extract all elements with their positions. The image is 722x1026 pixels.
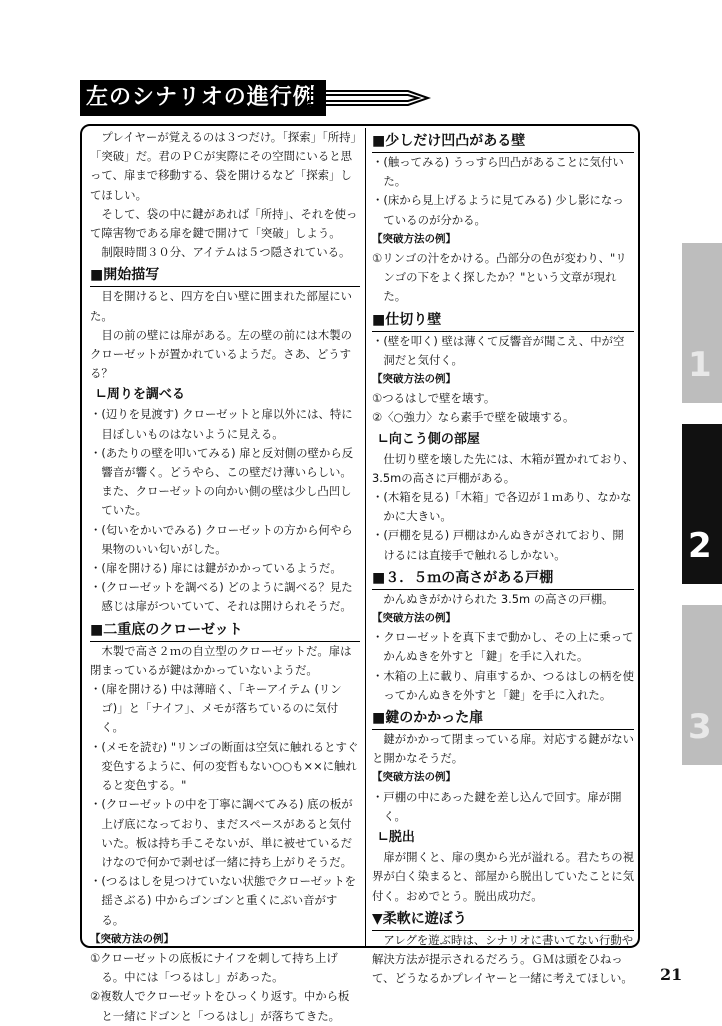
numbered-item: ②複数人でクローゼットをひっくり返す。中から板と一緒にドゴンと「つるはし」が落ちてきた。	[90, 989, 350, 1023]
section-heading: ■二重底のクローゼット	[90, 619, 360, 642]
chapter-tab-number: 3	[688, 707, 712, 747]
list-item: ・(床から見上げるように見てみる) 少し影になっているのが分かる。	[372, 193, 624, 227]
chapter-tab-3[interactable]	[682, 605, 722, 765]
list-item: ・(つるはしを見つけていない状態でクローゼットを揺さぶる) 中からゴンゴンと重くにぶい音がする。	[90, 874, 356, 927]
section-heading: ■開始描写	[90, 264, 360, 287]
section-paragraph: アレグを遊ぶ時は、シナリオに書いてない行動や解決方法が提示されるだろう。ＧＭは頭をひねって、どうなるかプレイヤーと一緒に考えてほしい。	[372, 932, 634, 986]
method-label: 【突破方法の例】	[372, 612, 456, 625]
section-heading: ■鍵のかかった扉	[372, 707, 634, 730]
list-item: ・(メモを読む) "リンゴの断面は空気に触れるとすぐ変色するように、何の変哲もない○○も××に触れると変色する。"	[90, 739, 359, 793]
list-item: ・(クローゼットを調べる) どのように調べる？見た感じは扉がついていて、それは開けられそうだ。	[90, 580, 353, 614]
section-paragraph: 目を開けると、四方を白い壁に囲まれた部屋にいた。	[90, 289, 352, 323]
list-item: ・(壁を叩く) 壁は薄くて反響音が聞こえ、中が空洞だと気付く。	[372, 333, 625, 367]
section-paragraph: 鍵がかかって閉まっている扉。対応する鍵がないと開かなそうだ。	[372, 732, 634, 766]
list-item: ・木箱の上に載り、肩車するか、つるはしの柄を使ってかんぬきを外すと「鍵」を手に入れた。	[372, 668, 634, 702]
method-label: 【突破方法の例】	[372, 373, 456, 386]
list-item: ・(戸棚を見る) 戸棚はかんぬきがされており、開けるには直接手で触れるしかない。	[372, 528, 624, 562]
section-paragraph: 目の前の壁には扉がある。左の壁の前には木製のクローゼットが置かれているようだ。さあ、どうする？	[90, 327, 352, 381]
chapter-tab-2[interactable]	[682, 424, 722, 584]
intro-paragraph: 制限時間３０分、アイテムは５つ隠されている。	[101, 245, 351, 260]
list-item: ・(クローゼットの中を丁寧に調べてみる) 底の板が上げ底になっており、まだスペースがあると気付いた。板は持ち手こそないが、単に被せているだけなので何かで剥せば一緒に持ち上がりそうだ。	[90, 797, 353, 869]
section-heading: ■３．５ｍの高さがある戸棚	[372, 567, 634, 590]
section-paragraph: 扉が開くと、扉の奥から光が溢れる。君たちの視界が白く染まると、部屋から脱出していたことに気付く。おめでとう。脱出成功だ。	[372, 850, 634, 903]
numbered-item: ①クローゼットの底板にナイフを刺して持ち上げる。中には「つるはし」があった。	[90, 950, 338, 985]
chapter-tab-number: 2	[688, 526, 712, 566]
list-item: ・(触ってみる) うっすら凹凸があることに気付いた。	[372, 155, 624, 189]
subsection-heading: ∟周りを調べる	[96, 387, 185, 403]
chapter-tab-1[interactable]	[682, 243, 722, 403]
chapter-tab-number: 1	[688, 345, 712, 385]
section-heading: ■少しだけ凹凸がある壁	[372, 130, 634, 153]
list-item: ・クローゼットを真下まで動かし、その上に乗ってかんぬきを外すと「鍵」を手に入れた。	[372, 630, 634, 664]
list-item: ・(あたりの壁を叩いてみる) 扉と反対側の壁から反響音が響く。どうやら、この壁だけ薄いらしい。また、クローゼットの向かい側の壁は少し凸凹していた。	[90, 445, 354, 518]
method-label: 【突破方法の例】	[372, 232, 456, 245]
left-column	[90, 128, 360, 1026]
numbered-item: ①つるはしで壁を壊す。	[372, 391, 496, 406]
page-number: 21	[660, 965, 683, 984]
right-column	[372, 128, 634, 988]
subsection-heading: ∟脱出	[378, 830, 415, 846]
numbered-item: ②〈○強力〉なら素手で壁を破壊する。	[372, 410, 575, 425]
list-item: ・戸棚の中にあった鍵を差し込んで回す。扉が開く。	[372, 789, 622, 823]
page-title-banner	[80, 80, 360, 118]
arrow-icon	[308, 84, 436, 112]
section-paragraph: かんぬきがかけられた 3.5m の高さの戸棚。	[383, 591, 614, 606]
section-paragraph: 木製で高さ２ｍの自立型のクローゼットだ。扉は閉まっているが鍵はかかっていないようだ。	[90, 643, 352, 677]
intro-paragraph: そして、袋の中に鍵があれば「所持」、それを使って障害物である扉を鍵で開けて「突破」しよう。	[90, 206, 358, 241]
list-item: ・(木箱を見る)「木箱」で各辺が１ｍあり、なかなかに大きい。	[372, 490, 632, 524]
method-label: 【突破方法の例】	[372, 771, 456, 784]
section-heading: ▼柔軟に遊ぼう	[372, 908, 634, 931]
intro-paragraph: プレイヤーが覚えるのは３つだけ。「探索」「所持」「突破」だ。君のＰＣが実際にその空間にいると思って、扉まで移動する、袋を開けるなど「探索」してほしい。	[90, 130, 357, 202]
list-item: ・(匂いをかいでみる) クローゼットの方から何やら果物のいい匂いがした。	[90, 522, 353, 556]
page-title: 左のシナリオの進行例	[80, 80, 326, 116]
section-paragraph: 仕切り壁を壊した先には、木箱が置かれており、3.5mの高さに戸棚がある。	[372, 451, 634, 485]
column-divider	[365, 128, 366, 946]
numbered-item: ①リンゴの汁をかける。凸部分の色が変わり、"リンゴの下をよく探したか？"という文章が現れた。	[372, 251, 627, 304]
list-item: ・(扉を開ける) 中は薄暗く、「キーアイテム (リンゴ)」と「ナイフ」、メモが落ちているのに気付く。	[90, 682, 342, 735]
list-item: ・(辺りを見渡す) クローゼットと扉以外には、特に目ぼしいものはないように見える。	[90, 407, 353, 441]
list-item: ・(扉を開ける) 扉には鍵がかかっているようだ。	[90, 561, 342, 576]
subsection-heading: ∟向こう側の部屋	[378, 431, 480, 447]
section-heading: ■仕切り壁	[372, 309, 634, 332]
method-label: 【突破方法の例】	[90, 932, 174, 945]
